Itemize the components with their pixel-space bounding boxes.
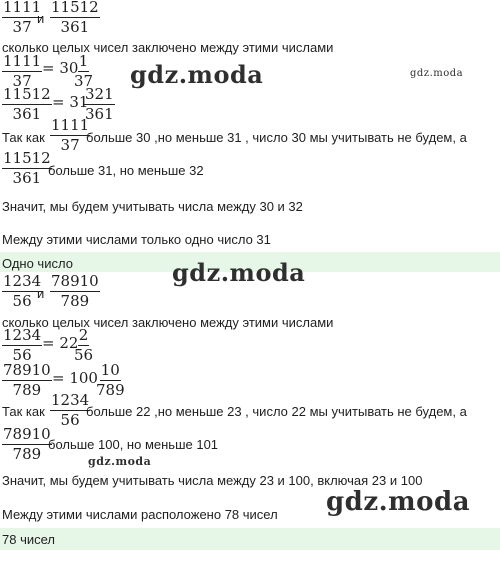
since-prefix: Так как [2,404,45,419]
numerator: 10 [100,361,120,379]
numerator: 78910 [51,272,99,290]
since-text: больше 30 ,но меньше 31 , число 30 мы учитывать не будем, а [86,130,467,145]
conjunction: и [37,11,45,26]
numerator: 1234 [3,272,42,290]
between-text: Между этими числами расположено 78 чисел [2,507,278,522]
answer-text: 78 чисел [2,532,55,547]
watermark-large: gdz.moda [130,60,264,89]
question-text: сколько целых чисел заключено между этими числами [2,315,334,330]
watermark-small: gdz.moda [410,68,464,79]
fraction-eq1-remainder [74,54,93,89]
numerator: 1234 [3,326,42,344]
b2-text: больше 31, но меньше 32 [48,163,204,178]
answer-text: Одно число [2,256,73,271]
denominator: 37 [12,72,32,90]
numerator: 11512 [3,149,51,167]
between-text: Между этими числами только одно число 31 [2,232,271,247]
fraction-since [50,393,90,428]
equals-whole: = 100 [52,369,98,387]
equals-whole: = 30 [42,59,79,77]
numerator: 1111 [3,0,42,16]
numerator: 11512 [3,85,51,103]
denominator: 56 [12,346,32,364]
numerator: 321 [85,85,114,103]
numerator: 11512 [51,0,99,16]
denominator: 789 [96,381,125,399]
fraction-b2 [2,427,52,462]
denominator: 361 [12,169,42,187]
numerator: 78910 [3,361,51,379]
numerator: 78910 [3,425,51,443]
denominator: 56 [12,292,32,310]
denominator: 361 [85,105,114,123]
fraction-eq1 [2,328,42,363]
equals-whole: = 22 [42,334,79,352]
conclusion-text: Значит, мы будем учитывать числа между 30 и 32 [2,199,303,214]
since-prefix: Так как [2,130,45,145]
answer-band [0,528,500,550]
numerator: 2 [78,326,89,344]
denominator: 37 [74,72,94,90]
denominator: 361 [60,18,90,36]
numerator: 1234 [51,391,90,409]
fraction-given-b [50,0,100,35]
fraction-eq1-remainder [74,328,93,363]
fraction-eq1 [2,54,42,89]
fraction-eq2 [2,363,52,398]
watermark-large: gdz.moda [326,487,471,517]
denominator: 361 [12,105,42,123]
numerator: 1111 [3,52,42,70]
conjunction: и [37,286,45,301]
watermark-small: gdz.moda [88,455,152,468]
denominator: 37 [12,18,32,36]
fraction-b2 [2,151,52,186]
fraction-since [50,118,90,153]
denominator: 37 [60,136,80,154]
b2-text: больше 100, но меньше 101 [48,437,219,452]
conclusion-text: Значит, мы будем учитывать числа между 23 и 100, включая 23 и 100 [2,473,423,488]
numerator: 1111 [51,116,90,134]
since-text: больше 22 ,но меньше 23 , число 22 мы учитывать не будем, а [86,404,467,419]
denominator: 789 [12,445,42,463]
fraction-eq2-remainder [96,363,125,398]
question-text: сколько целых чисел заключено между этими числами [2,40,334,55]
denominator: 789 [12,381,42,399]
equals-whole: = 31 [52,93,89,111]
denominator: 789 [60,292,90,310]
fraction-given-b [50,274,100,309]
denominator: 56 [60,411,80,429]
watermark-large: gdz.moda [172,258,306,287]
denominator: 56 [74,346,94,364]
fraction-eq2 [2,87,52,122]
numerator: 1 [78,52,89,70]
